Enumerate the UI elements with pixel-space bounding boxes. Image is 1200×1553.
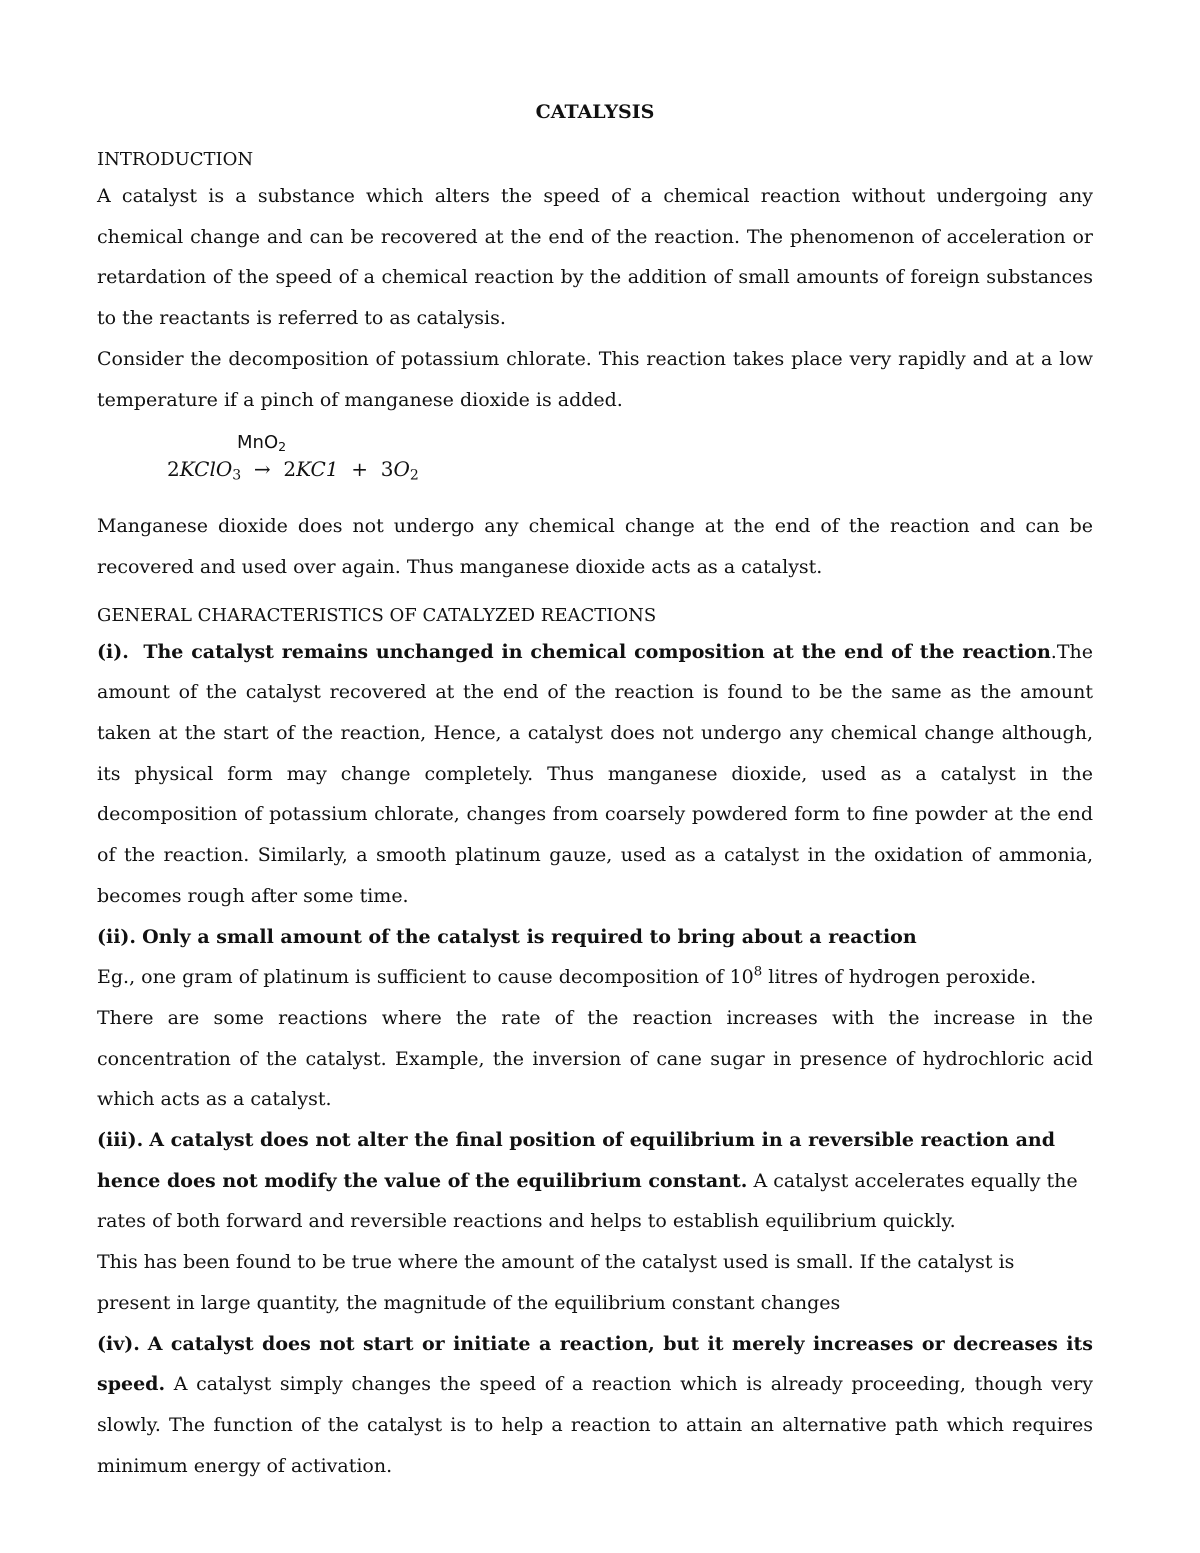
- equation-body: 2KClO$_3$ → $2KC1 + 3O_2$: [167, 457, 419, 484]
- section-heading-characteristics: GENERAL CHARACTERISTICS OF CATALYZED REACTIONS: [97, 604, 657, 626]
- characteristic-3: (iii). A catalyst does not alter the final position of equilibrium in a reversible reaction and hence does not modify the value of the equilibrium constant. A catalyst accelerates equally the rates of both forward and reversible reactions and helps to establish equilibrium quickly.: [97, 1129, 1078, 1233]
- catalyst-conclusion-paragraph: Manganese dioxide does not undergo any chemical change at the end of the reaction and can be recovered and used over again. Thus manganese dioxide acts as a catalyst.: [97, 515, 1093, 578]
- section-heading-introduction: INTRODUCTION: [97, 149, 254, 170]
- characteristic-1: (i). The catalyst remains unchanged in chemical composition at the end of the reaction.The amount of the catalyst recovered at the end of the reaction is found to be the same as the amount taken at the start of the reaction, Hence, a catalyst does not undergo any chemical change although, its physical form may change completely. Thus manganese dioxide, used as a catalyst in the decomposition of potassium chlorate, changes from coarsely powdered form to fine powder at the end of the reaction. Similarly, a smooth platinum gauze, used as a catalyst in the oxidation of ammonia, becomes rough after some time.: [97, 640, 1093, 907]
- chemical-equation: [97, 420, 1093, 506]
- characteristic-2-text: There are some reactions where the rate of the reaction increases with the increase in the concentration of the catalyst. Example, the inversion of cane sugar in presence of hydrochloric acid which acts as a catalyst.: [97, 1006, 1093, 1111]
- characteristic-4: (iv). A catalyst does not start or initiate a reaction, but it merely increases or decreases its speed. A catalyst simply changes the speed of a reaction which is already proceeding, though very slowly. The function of the catalyst is to help a reaction to attain an alternative path which requires minimum energy of activation.: [97, 1332, 1093, 1477]
- equation-catalyst: MnO$_2$: [237, 432, 287, 455]
- characteristic-2-heading: (ii). Only a small amount of the catalyst is required to bring about a reaction: [97, 925, 917, 948]
- document-page: [97, 98, 1093, 1486]
- characteristic-2-example: Eg., one gram of platinum is sufficient to cause decomposition of $10^8$ litres of hydrogen peroxide.: [97, 964, 1037, 989]
- decomposition-paragraph: Consider the decomposition of potassium chlorate. This reaction takes place very rapidly and at a low temperature if a pinch of manganese dioxide is added.: [97, 347, 1093, 411]
- intro-paragraph: A catalyst is a substance which alters the speed of a chemical reaction without undergoing any chemical change and can be recovered at the end of the reaction. The phenomenon of acceleration or retardation of the speed of a chemical reaction by the addition of small amounts of foreign substances to the reactants is referred to as catalysis.: [97, 185, 1093, 330]
- reaction-arrow: →: [253, 457, 271, 482]
- page-title: CATALYSIS: [535, 101, 655, 123]
- characteristic-3-text: This has been found to be true where the amount of the catalyst used is small. If the catalyst is present in large quantity, the magnitude of the equilibrium constant changes: [97, 1251, 1015, 1314]
